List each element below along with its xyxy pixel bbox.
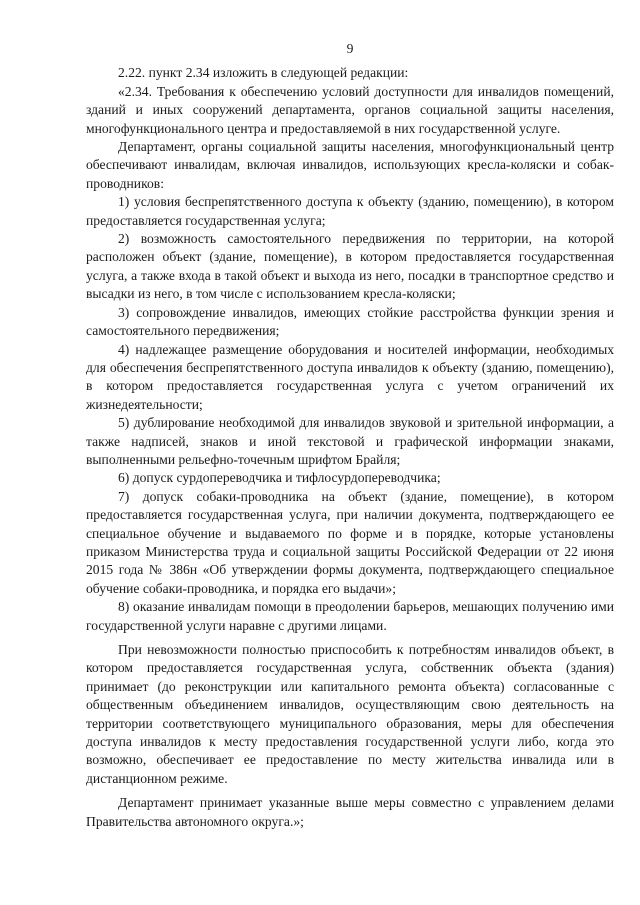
paragraph-2-34: «2.34. Требования к обеспечению условий доступности для инвалидов помещений, зданий и иных сооружений департамента, органов социальной защиты населения, многофункционального центра и предоставляемой в них государственной услуге. (86, 83, 614, 136)
list-item-1: 1) условия беспрепятственного доступа к объекту (зданию, помещению), в котором предоставляется государственная услуга; (86, 194, 614, 228)
page-number: 9 (346, 41, 354, 56)
list-item-3: 3) сопровождение инвалидов, имеющих стойкие расстройства функции зрения и самостоятельного передвижения; (86, 304, 614, 339)
list-item-2: 2) возможность самостоятельного передвижения по территории, на которой расположен объект (здание, помещение), в котором предоставляется государственная услуга, а также входа в такой объект и выхода из него, посадки в транспортное средство и высадки из него, в том числе с использованием кресла-коляски; (86, 231, 614, 302)
list-item-7: 7) допуск собаки-проводника на объект (здание, помещение), в котором предоставляется государственная услуга, при наличии документа, подтверждающего ее специальное обучение и выдаваемого по форме и в порядке, которые установлены приказом Министерства труда и социальной защиты Российской Федерации от 22 июня 2015 года № 386н «Об утверждении формы документа, подтверждающего специальное обучение собаки-проводника, и порядка его выдачи»; (86, 488, 614, 596)
paragraph-closing: Департамент принимает указанные выше меры совместно с управлением делами Правительства автономного округа.»; (86, 795, 614, 829)
list-item-4: 4) надлежащее размещение оборудования и носителей информации, необходимых для обеспечения беспрепятственного доступа инвалидов к объекту (зданию, помещению), в котором предоставляется государственная услуга с учетом ограничений их жизнедеятельности; (86, 341, 614, 412)
list-item-8: 8) оказание инвалидам помощи в преодолении барьеров, мешающих получению ими государственной услуги наравне с другими лицами. (86, 599, 614, 633)
list-item-5: 5) дублирование необходимой для инвалидов звуковой и зрительной информации, а также надписей, знаков и иной текстовой и графической информации знаками, выполненными рельефно-точечным шрифтом Брайля; (86, 415, 614, 467)
list-item-6: 6) допуск сурдопереводчика и тифлосурдопереводчика; (118, 470, 441, 486)
paragraph-department: Департамент, органы социальной защиты населения, многофункциональный центр обеспечивают инвалидам, включая инвалидов, использующих кресла-коляски и собак-проводников: (86, 139, 614, 191)
paragraph-impossibility: При невозможности полностью приспособить к потребностям инвалидов объект, в котором предоставляется государственная услуга, собственник объекта (здания) принимает (до реконструкции или капитального ремонта объекта) согласованные с общественным объединением инвалидов, осуществляющим свою деятельность на территории соответствующего муниципального образования, меры для обеспечения доступа инвалидов к месту предоставления государственной услуги либо, когда это возможно, обеспечивает ее предоставление по месту жительства инвалида или в дистанционном режиме. (86, 642, 614, 786)
paragraph-intro: 2.22. пункт 2.34 изложить в следующей редакции: (118, 65, 409, 81)
